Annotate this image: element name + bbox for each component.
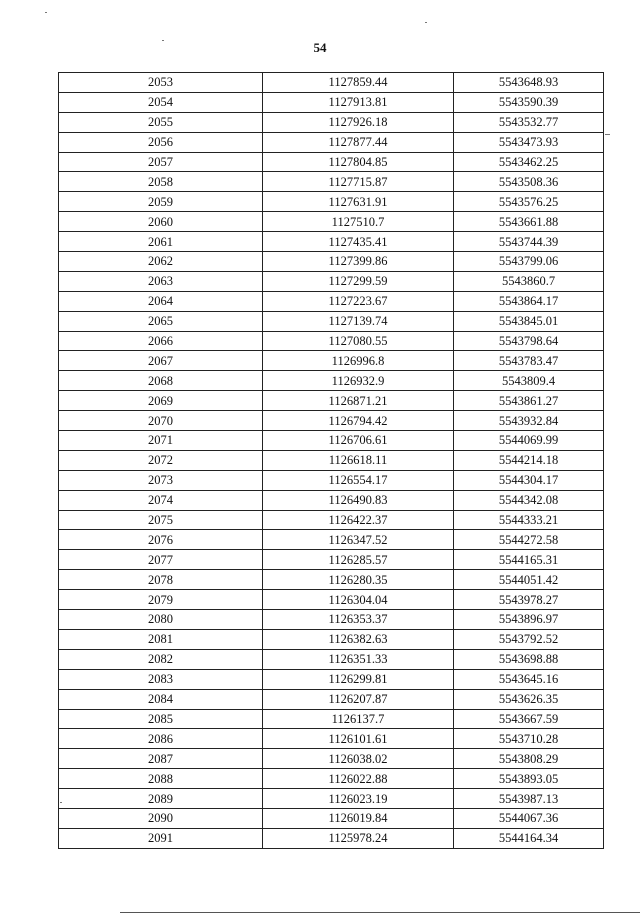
point-number-cell: 2072 <box>59 450 263 470</box>
point-number-cell: 2057 <box>59 152 263 172</box>
table-row <box>59 729 604 749</box>
table-row <box>59 769 604 789</box>
point-number-cell: 2080 <box>59 610 263 630</box>
x-coordinate-cell: 1126101.61 <box>263 729 454 749</box>
table-row <box>59 212 604 232</box>
y-coordinate-cell: 5543860.7 <box>454 271 604 291</box>
point-number-cell: 2053 <box>59 73 263 93</box>
y-coordinate-cell: 5543809.4 <box>454 371 604 391</box>
point-number-cell: 2074 <box>59 490 263 510</box>
table-row <box>59 132 604 152</box>
table-row <box>59 709 604 729</box>
x-coordinate-cell: 1126137.7 <box>263 709 454 729</box>
y-coordinate-cell: 5543532.77 <box>454 112 604 132</box>
y-coordinate-cell: 5543783.47 <box>454 351 604 371</box>
y-coordinate-cell: 5543808.29 <box>454 749 604 769</box>
point-number-cell: 2087 <box>59 749 263 769</box>
table-row <box>59 828 604 848</box>
x-coordinate-cell: 1126207.87 <box>263 689 454 709</box>
point-number-cell: 2066 <box>59 331 263 351</box>
y-coordinate-cell: 5544272.58 <box>454 530 604 550</box>
x-coordinate-cell: 1126351.33 <box>263 649 454 669</box>
y-coordinate-cell: 5543932.84 <box>454 411 604 431</box>
x-coordinate-cell: 1126490.83 <box>263 490 454 510</box>
y-coordinate-cell: 5543648.93 <box>454 73 604 93</box>
scan-speck <box>425 22 427 23</box>
x-coordinate-cell: 1127877.44 <box>263 132 454 152</box>
point-number-cell: 2081 <box>59 629 263 649</box>
y-coordinate-cell: 5543893.05 <box>454 769 604 789</box>
y-coordinate-cell: 5543792.52 <box>454 629 604 649</box>
y-coordinate-cell: 5543798.64 <box>454 331 604 351</box>
table-row <box>59 510 604 530</box>
point-number-cell: 2084 <box>59 689 263 709</box>
table-row <box>59 232 604 252</box>
y-coordinate-cell: 5544069.99 <box>454 431 604 451</box>
x-coordinate-cell: 1126023.19 <box>263 789 454 809</box>
table-row <box>59 291 604 311</box>
x-coordinate-cell: 1126019.84 <box>263 808 454 828</box>
coordinates-table-body <box>59 73 604 849</box>
table-row <box>59 152 604 172</box>
scan-edge-line <box>120 912 640 913</box>
y-coordinate-cell: 5544165.31 <box>454 550 604 570</box>
x-coordinate-cell: 1127299.59 <box>263 271 454 291</box>
y-coordinate-cell: 5543799.06 <box>454 252 604 272</box>
table-row <box>59 371 604 391</box>
point-number-cell: 2058 <box>59 172 263 192</box>
y-coordinate-cell: 5543896.97 <box>454 610 604 630</box>
table-row <box>59 411 604 431</box>
y-coordinate-cell: 5543508.36 <box>454 172 604 192</box>
x-coordinate-cell: 1126871.21 <box>263 391 454 411</box>
x-coordinate-cell: 1127139.74 <box>263 311 454 331</box>
point-number-cell: 2078 <box>59 570 263 590</box>
x-coordinate-cell: 1127399.86 <box>263 252 454 272</box>
y-coordinate-cell: 5544214.18 <box>454 450 604 470</box>
x-coordinate-cell: 1126038.02 <box>263 749 454 769</box>
point-number-cell: 2063 <box>59 271 263 291</box>
table-row <box>59 530 604 550</box>
point-number-cell: 2068 <box>59 371 263 391</box>
point-number-cell: 2069 <box>59 391 263 411</box>
x-coordinate-cell: 1126382.63 <box>263 629 454 649</box>
table-row <box>59 450 604 470</box>
scan-speck <box>605 134 610 135</box>
point-number-cell: 2061 <box>59 232 263 252</box>
table-row <box>59 112 604 132</box>
x-coordinate-cell: 1126347.52 <box>263 530 454 550</box>
point-number-cell: 2086 <box>59 729 263 749</box>
x-coordinate-cell: 1126554.17 <box>263 470 454 490</box>
point-number-cell: 2065 <box>59 311 263 331</box>
point-number-cell: 2079 <box>59 590 263 610</box>
table-row <box>59 331 604 351</box>
point-number-cell: 2090 <box>59 808 263 828</box>
x-coordinate-cell: 1126706.61 <box>263 431 454 451</box>
point-number-cell: 2062 <box>59 252 263 272</box>
y-coordinate-cell: 5543978.27 <box>454 590 604 610</box>
x-coordinate-cell: 1126022.88 <box>263 769 454 789</box>
point-number-cell: 2091 <box>59 828 263 848</box>
table-row <box>59 689 604 709</box>
x-coordinate-cell: 1125978.24 <box>263 828 454 848</box>
point-number-cell: 2075 <box>59 510 263 530</box>
table-row <box>59 669 604 689</box>
table-row <box>59 391 604 411</box>
point-number-cell: 2059 <box>59 192 263 212</box>
x-coordinate-cell: 1126299.81 <box>263 669 454 689</box>
y-coordinate-cell: 5544051.42 <box>454 570 604 590</box>
y-coordinate-cell: 5544067.36 <box>454 808 604 828</box>
x-coordinate-cell: 1126932.9 <box>263 371 454 391</box>
x-coordinate-cell: 1127510.7 <box>263 212 454 232</box>
y-coordinate-cell: 5543987.13 <box>454 789 604 809</box>
x-coordinate-cell: 1126422.37 <box>263 510 454 530</box>
y-coordinate-cell: 5543710.28 <box>454 729 604 749</box>
coordinates-table <box>58 72 604 849</box>
x-coordinate-cell: 1127435.41 <box>263 232 454 252</box>
x-coordinate-cell: 1127223.67 <box>263 291 454 311</box>
table-row <box>59 172 604 192</box>
point-number-cell: 2056 <box>59 132 263 152</box>
point-number-cell: 2064 <box>59 291 263 311</box>
x-coordinate-cell: 1126618.11 <box>263 450 454 470</box>
point-number-cell: 2088 <box>59 769 263 789</box>
y-coordinate-cell: 5543473.93 <box>454 132 604 152</box>
table-row <box>59 629 604 649</box>
x-coordinate-cell: 1127080.55 <box>263 331 454 351</box>
table-row <box>59 311 604 331</box>
point-number-cell: 2071 <box>59 431 263 451</box>
x-coordinate-cell: 1126353.37 <box>263 610 454 630</box>
x-coordinate-cell: 1126280.35 <box>263 570 454 590</box>
x-coordinate-cell: 1127631.91 <box>263 192 454 212</box>
y-coordinate-cell: 5544333.21 <box>454 510 604 530</box>
y-coordinate-cell: 5544342.08 <box>454 490 604 510</box>
point-number-cell: 2067 <box>59 351 263 371</box>
y-coordinate-cell: 5543661.88 <box>454 212 604 232</box>
table-row <box>59 351 604 371</box>
x-coordinate-cell: 1126285.57 <box>263 550 454 570</box>
table-row <box>59 470 604 490</box>
y-coordinate-cell: 5543626.35 <box>454 689 604 709</box>
x-coordinate-cell: 1126996.8 <box>263 351 454 371</box>
table-row <box>59 570 604 590</box>
y-coordinate-cell: 5543590.39 <box>454 92 604 112</box>
x-coordinate-cell: 1127926.18 <box>263 112 454 132</box>
x-coordinate-cell: 1127715.87 <box>263 172 454 192</box>
point-number-cell: 2070 <box>59 411 263 431</box>
y-coordinate-cell: 5543576.25 <box>454 192 604 212</box>
scan-speck <box>45 12 47 13</box>
table-row <box>59 789 604 809</box>
table-row <box>59 550 604 570</box>
y-coordinate-cell: 5543864.17 <box>454 291 604 311</box>
scan-speck <box>60 802 62 803</box>
point-number-cell: 2082 <box>59 649 263 669</box>
y-coordinate-cell: 5544304.17 <box>454 470 604 490</box>
scan-speck <box>162 40 164 41</box>
point-number-cell: 2077 <box>59 550 263 570</box>
x-coordinate-cell: 1127859.44 <box>263 73 454 93</box>
x-coordinate-cell: 1126794.42 <box>263 411 454 431</box>
point-number-cell: 2089 <box>59 789 263 809</box>
point-number-cell: 2076 <box>59 530 263 550</box>
y-coordinate-cell: 5543744.39 <box>454 232 604 252</box>
table-row <box>59 590 604 610</box>
y-coordinate-cell: 5543861.27 <box>454 391 604 411</box>
x-coordinate-cell: 1127913.81 <box>263 92 454 112</box>
table-row <box>59 490 604 510</box>
y-coordinate-cell: 5543667.59 <box>454 709 604 729</box>
point-number-cell: 2055 <box>59 112 263 132</box>
table-row <box>59 610 604 630</box>
x-coordinate-cell: 1126304.04 <box>263 590 454 610</box>
y-coordinate-cell: 5543462.25 <box>454 152 604 172</box>
point-number-cell: 2073 <box>59 470 263 490</box>
point-number-cell: 2060 <box>59 212 263 232</box>
table-row <box>59 271 604 291</box>
table-row <box>59 192 604 212</box>
y-coordinate-cell: 5543698.88 <box>454 649 604 669</box>
table-row <box>59 73 604 93</box>
page-number: 54 <box>313 40 327 55</box>
table-row <box>59 749 604 769</box>
table-row <box>59 431 604 451</box>
table-row <box>59 92 604 112</box>
table-row <box>59 252 604 272</box>
table-row <box>59 808 604 828</box>
y-coordinate-cell: 5543645.16 <box>454 669 604 689</box>
point-number-cell: 2083 <box>59 669 263 689</box>
x-coordinate-cell: 1127804.85 <box>263 152 454 172</box>
point-number-cell: 2054 <box>59 92 263 112</box>
y-coordinate-cell: 5543845.01 <box>454 311 604 331</box>
y-coordinate-cell: 5544164.34 <box>454 828 604 848</box>
table-row <box>59 649 604 669</box>
point-number-cell: 2085 <box>59 709 263 729</box>
